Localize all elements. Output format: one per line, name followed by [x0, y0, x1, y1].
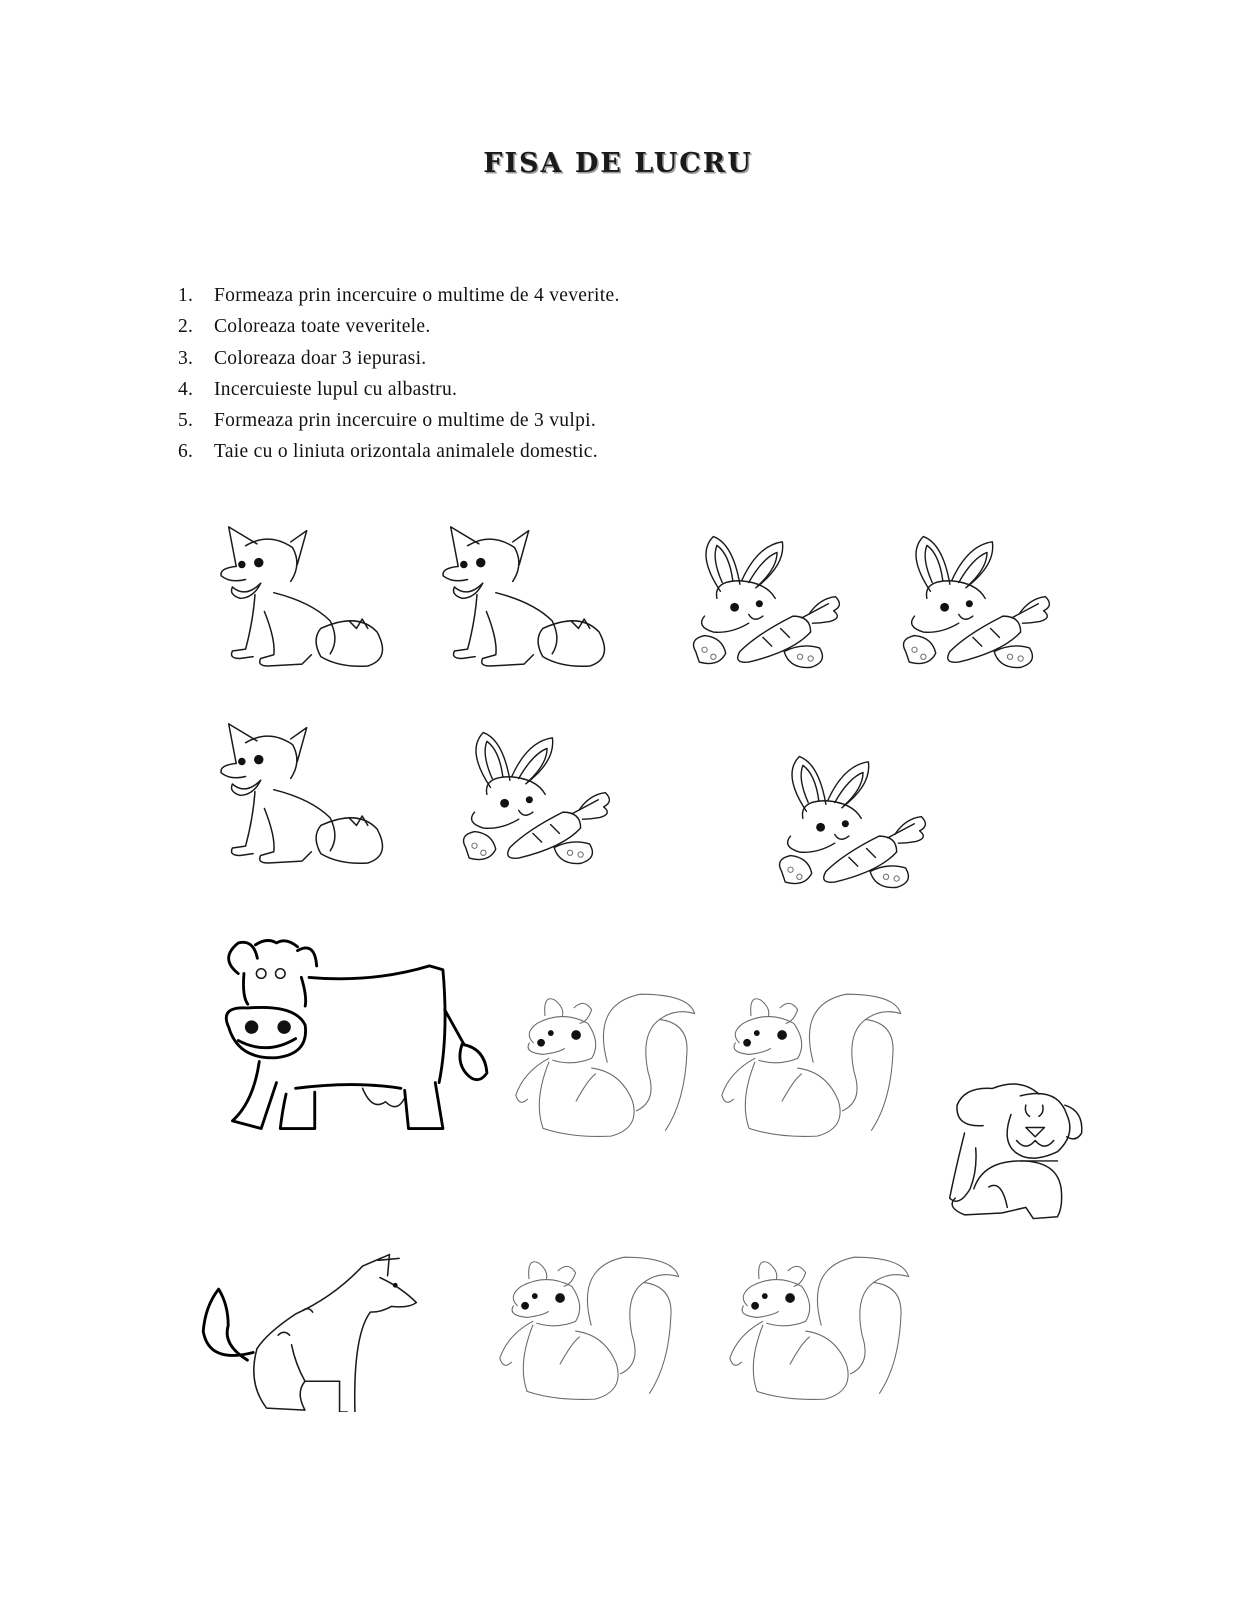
squirrel-illustration: [700, 965, 905, 1140]
wolf-icon: [186, 1220, 424, 1412]
cow-icon: [208, 920, 498, 1140]
task-item: [178, 374, 620, 405]
wolf-illustration: [186, 1220, 424, 1412]
dog-icon: [936, 1068, 1086, 1226]
task-item: [178, 436, 620, 467]
squirrel-illustration: [494, 965, 699, 1140]
worksheet-title: FISA DE LUCRU: [483, 148, 753, 179]
task-item: [178, 343, 620, 374]
fox-icon: [208, 705, 396, 865]
task-text: Incercuieste lupul cu albastru.: [214, 378, 458, 400]
task-item: [178, 311, 620, 342]
fox-illustration: [430, 508, 618, 668]
squirrel-icon: [700, 965, 905, 1140]
rabbit-icon: [678, 514, 846, 674]
task-number: 2.: [178, 316, 194, 338]
task-item: [178, 280, 620, 311]
fox-icon: [430, 508, 618, 668]
task-text: Coloreaza toate veveritele.: [214, 316, 431, 338]
task-number: 5.: [178, 410, 194, 432]
fox-illustration: [208, 705, 396, 865]
task-number: 3.: [178, 347, 194, 369]
task-item: [178, 405, 620, 436]
dog-illustration: [936, 1068, 1086, 1226]
task-list: [178, 280, 620, 468]
task-text: Formeaza prin incercuire o multime de 4 veverite.: [214, 285, 620, 306]
squirrel-illustration: [478, 1228, 683, 1403]
rabbit-illustration: [888, 514, 1056, 674]
squirrel-icon: [708, 1228, 913, 1403]
task-text: Taie cu o liniuta orizontala animalele domestic.: [214, 441, 598, 463]
squirrel-icon: [494, 965, 699, 1140]
fox-illustration: [208, 508, 396, 668]
cow-illustration: [208, 920, 498, 1140]
squirrel-icon: [478, 1228, 683, 1403]
squirrel-illustration: [708, 1228, 913, 1403]
rabbit-icon: [448, 710, 616, 870]
task-text: Coloreaza doar 3 iepurasi.: [214, 347, 427, 369]
rabbit-illustration: [448, 710, 616, 870]
task-text: Formeaza prin incercuire o multime de 3 vulpi.: [214, 410, 597, 432]
task-number: 6.: [178, 441, 194, 463]
rabbit-icon: [764, 734, 932, 894]
fox-icon: [208, 508, 396, 668]
rabbit-icon: [888, 514, 1056, 674]
rabbit-illustration: [764, 734, 932, 894]
task-number: 4.: [178, 378, 194, 400]
rabbit-illustration: [678, 514, 846, 674]
task-number: 1.: [178, 285, 194, 306]
